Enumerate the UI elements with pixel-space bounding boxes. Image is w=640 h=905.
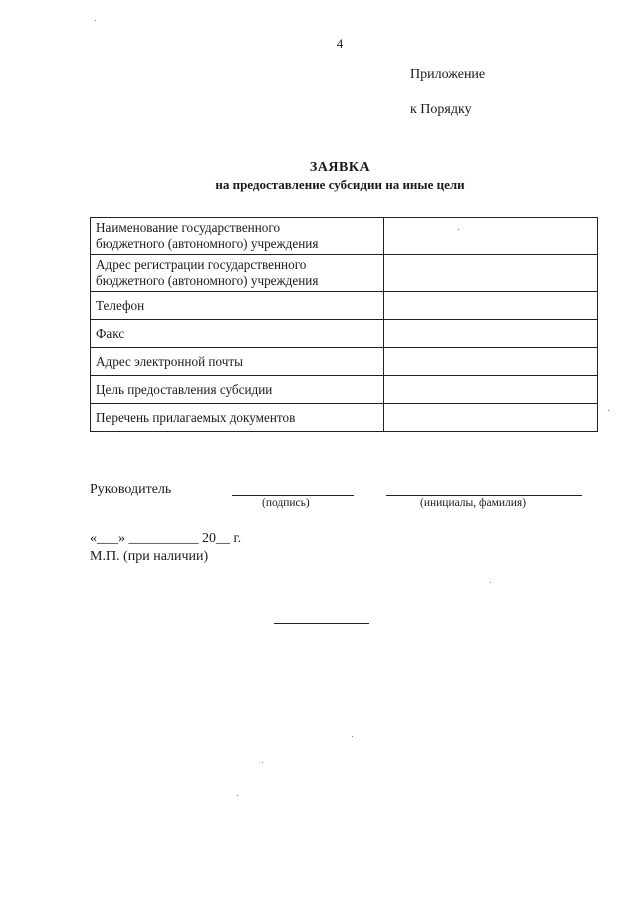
- date-line: «___» __________ 20__ г.: [90, 531, 242, 546]
- signature-line: [232, 495, 354, 496]
- label-line: бюджетного (автономного) учреждения: [96, 273, 319, 288]
- table-row: [91, 292, 598, 320]
- field-label-email: Адрес электронной почты: [91, 348, 384, 376]
- field-value-registration-address[interactable]: [384, 255, 598, 292]
- scan-speck: [237, 795, 238, 796]
- scan-speck: [262, 762, 263, 763]
- table-row: [91, 255, 598, 292]
- document-title: ЗАЯВКА: [309, 160, 371, 175]
- scan-speck: [352, 736, 353, 737]
- table-row: [91, 376, 598, 404]
- scan-speck: [490, 582, 491, 583]
- field-value-fax[interactable]: [384, 320, 598, 348]
- name-line: [386, 495, 582, 496]
- head-label: Руководитель: [90, 482, 172, 497]
- field-value-institution-name[interactable]: [384, 218, 598, 255]
- field-label-attached-documents: Перечень прилагаемых документов: [91, 404, 384, 432]
- label-line: бюджетного (автономного) учреждения: [96, 236, 319, 251]
- label-line: Наименование государственного: [96, 220, 281, 235]
- field-label-fax: Факс: [91, 320, 384, 348]
- stamp-label: М.П. (при наличии): [90, 549, 209, 564]
- signature-caption: (подпись): [262, 497, 310, 509]
- field-label-subsidy-purpose: Цель предоставления субсидии: [91, 376, 384, 404]
- appendix-label: Приложение: [410, 67, 486, 82]
- label-line: Адрес регистрации государственного: [96, 257, 307, 272]
- field-label-institution-name: [91, 218, 384, 255]
- field-value-email[interactable]: [384, 348, 598, 376]
- table-row: [91, 218, 598, 255]
- name-caption: (инициалы, фамилия): [420, 497, 527, 509]
- table-row: [91, 404, 598, 432]
- end-divider: [274, 623, 369, 624]
- table-row: [91, 348, 598, 376]
- scan-speck: [608, 410, 609, 411]
- field-value-attached-documents[interactable]: [384, 404, 598, 432]
- appendix-reference: к Порядку: [410, 102, 472, 117]
- application-form-table: [90, 217, 598, 432]
- page-number: 4: [336, 36, 344, 51]
- field-value-subsidy-purpose[interactable]: [384, 376, 598, 404]
- table-row: [91, 320, 598, 348]
- field-label-phone: Телефон: [91, 292, 384, 320]
- field-label-registration-address: [91, 255, 384, 292]
- field-value-phone[interactable]: [384, 292, 598, 320]
- scan-speck: [458, 229, 459, 230]
- document-subtitle: на предоставление субсидии на иные цели: [215, 177, 465, 192]
- scan-speck: [95, 20, 96, 21]
